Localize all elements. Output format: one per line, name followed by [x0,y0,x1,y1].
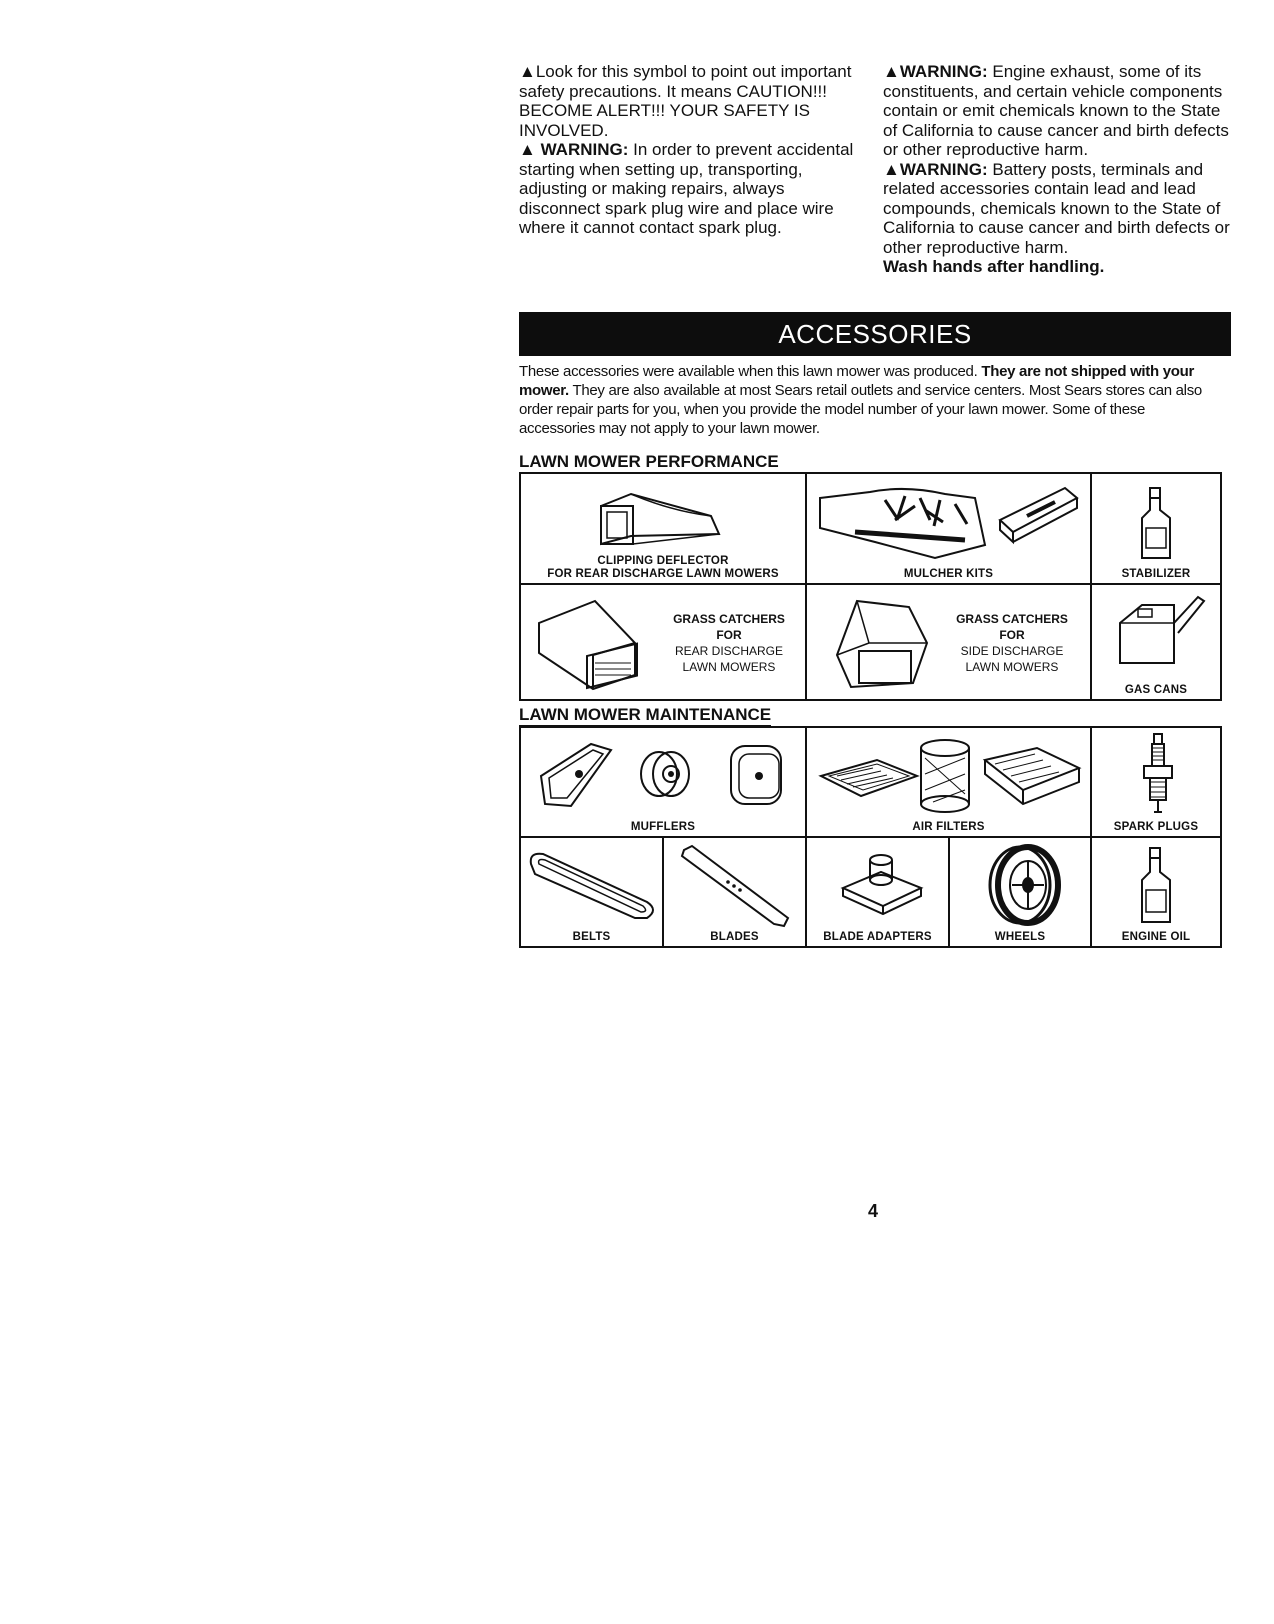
gas-cans-label: GAS CANS [1124,684,1188,696]
spark-plugs-label: SPARK PLUGS [1113,821,1199,833]
warning-paragraph-3: ▲WARNING: Battery posts, terminals and related accessories contain lead and lead compounds, chemicals known to the State of California to cause cancer and birth defects or other reproductive harm. [883,159,1230,257]
air-filters-label: AIR FILTERS [912,821,985,833]
wheel-icon [984,842,1064,928]
grass-catchers-rear-cell [519,583,807,701]
wheels-cell [948,836,1092,948]
clipping-deflector-icon [591,486,731,556]
warning-paragraph-1: ▲ WARNING: In order to prevent accidental starting when setting up, transporting, adjusting or making repairs, always disconnect spark plug wire and place wire where it cannot contact spark plug. [519,140,854,237]
mulcher-kits-cell [805,472,1092,585]
grass-catchers-side-label: GRASS CATCHERS FOR SIDE DISCHARGE LAWN MOWERS [956,612,1068,674]
clipping-deflector-label-1: CLIPPING DEFLECTOR [597,555,729,567]
belts-label: BELTS [572,931,611,943]
accessories-intro: These accessories were available when this lawn mower was produced. They are not shipped with your mower. They are also available at most Sears retail outlets and service centers. Most Sears stores can also order repair parts for you, when you provide the model number of your lawn mower. Some of these accessories may not apply to your lawn mower. [519,363,1202,437]
mufflers-label: MUFFLERS [630,821,696,833]
page-number: 4 [868,1201,879,1221]
warning-triangle-icon: ▲ [883,159,900,179]
caution-triangle-icon: ▲ [519,62,536,81]
stabilizer-label: STABILIZER [1121,568,1191,580]
caution-paragraph: ▲Look for this symbol to point out important safety precautions. It means CAUTION!!! BECOME ALERT!!! YOUR SAFETY IS INVOLVED. [519,62,852,140]
safety-text-left [519,62,859,238]
engine-oil-cell [1090,836,1222,948]
grass-catchers-rear-label: GRASS CATCHERS FOR REAR DISCHARGE LAWN MOWERS [673,612,785,674]
grass-catchers-side-cell [805,583,1092,701]
blades-cell [662,836,807,948]
performance-heading: LAWN MOWER PERFORMANCE [519,453,779,474]
warning-triangle-icon: ▲ [519,140,541,159]
stabilizer-bottle-icon [1136,486,1176,562]
engine-oil-label: ENGINE OIL [1121,931,1191,943]
engine-oil-bottle-icon [1136,846,1176,926]
accessories-banner: ACCESSORIES [519,312,1231,356]
clipping-deflector-cell [519,472,807,585]
safety-text-right [883,62,1238,277]
wash-hands-note: Wash hands after handling. [883,257,1105,276]
gas-can-icon [1112,593,1212,673]
belts-cell [519,836,664,948]
air-filters-cell [805,726,1092,838]
gas-cans-cell [1090,583,1222,701]
stabilizer-cell [1090,472,1222,585]
mulcher-kits-icon [815,480,1085,565]
warning-triangle-icon: ▲ [883,62,900,81]
mulcher-kits-label: MULCHER KITS [903,568,994,580]
grass-catcher-side-icon [829,593,939,693]
maintenance-heading: LAWN MOWER MAINTENANCE [519,706,771,727]
blade-adapters-cell [805,836,950,948]
blade-icon [678,844,798,928]
blades-label: BLADES [710,931,759,943]
spark-plug-icon [1140,732,1176,818]
wheels-label: WHEELS [994,931,1046,943]
clipping-deflector-label-2: FOR REAR DISCHARGE LAWN MOWERS [547,568,779,580]
spark-plugs-cell [1090,726,1222,838]
mufflers-cell [519,726,807,838]
grass-catcher-rear-icon [535,593,655,693]
blade-adapters-label: BLADE ADAPTERS [823,931,932,943]
belt-icon [525,848,661,924]
warning-paragraph-2: ▲WARNING: Engine exhaust, some of its constituents, and certain vehicle components contain or emit chemicals known to the State of California to cause cancer and birth defects or other reproductive harm. [883,62,1229,159]
blade-adapter-icon [837,850,927,920]
air-filters-icon [817,734,1085,816]
mufflers-icon [531,736,801,816]
